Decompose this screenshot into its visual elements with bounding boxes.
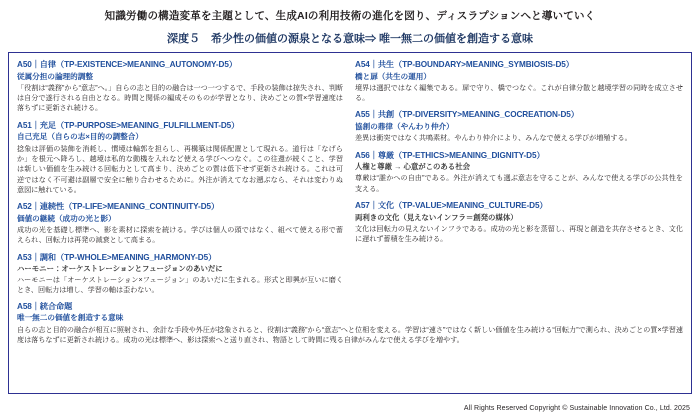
entry-a50 [17, 60, 343, 114]
entry-body: 文化は回転力の見えないインフラである。成功の光と影を蒸留し、再現と創造を共存させるとき、文化に遅れず蓄積を生み続ける。 [355, 224, 683, 243]
entry-a53 [17, 253, 343, 296]
entry-a54 [355, 60, 683, 103]
entry-code: A56｜尊厳（TP-ETHICS>MEANING_DIGNITY-D5） [355, 150, 545, 160]
entry-body: 尊厳は“誰かへの自由”である。外注が消えても選ぶ意志を守ることが、みんなで使える学びの公共性を支える。 [355, 174, 683, 193]
entry-body: 成功の光を基礎し標準へ、影を素材に探索を続ける。学びは個人の頭ではなく、組べて使える形で蓄えられ、回転力は再発の減衰として高まる。 [17, 225, 344, 245]
entry-code: A50｜自律（TP-EXISTENCE>MEANING_AUTONOMY-D5） [17, 60, 237, 69]
entry-subtitle: 唯一無二の価値を創造する意味 [17, 313, 124, 323]
entry-code: A55｜共創（TP-DIVERSITY>MEANING_COCREATION-D5） [355, 110, 579, 120]
entry-subtitle: 橋と扉（共生の運用） [355, 71, 431, 81]
page-subhead: 深度５ 希少性の価値の源泉となる意味⇒ 唯一無二の価値を創造する意味 [166, 32, 534, 45]
entry-body: 自らの志と目的の融合が相互に照射され、余計な手段や外圧が捻象されると、役割は“義務”から“意志”へと位相を変える。学習は“速さ”ではなく新しい価値を生み続ける“回転力”で測られ、決めごとの質×学習速度は落ちなずに更新され続ける。成功の光は標準へ、影は探索へと送り直され、物語として時間に残る自律がみんなで使える学びを増やす。 [17, 325, 683, 344]
entry-body: 境界は選択ではなく編集である。扉で守り、橋でつなぐ。これが自律分散と越境学習の同時を成立させる。 [355, 83, 683, 103]
entry-a57 [355, 201, 683, 244]
entry-body: 差異は衝突ではなく共鳴素材。やんわり仲介により、みんなで使える学びが増殖する。 [355, 134, 632, 143]
entry-subtitle: 両利きの文化（見えないインフラ＝創発の媒体） [355, 212, 518, 222]
page-headline: 知識労働の構造変革を主題として、生成AIの利用技術の進化を図り、ディスラプションへと導いていく [104, 10, 596, 22]
entry-code: A58｜統合命題 [17, 301, 73, 311]
entry-code: A52｜連続性（TP-LIFE>MEANING_CONTINUITY-D5） [17, 202, 220, 212]
two-column-layout [17, 60, 683, 296]
entry-subtitle: 協創の鼎律（やんわり仲介） [355, 122, 454, 132]
entry-a52 [17, 202, 343, 245]
entry-subtitle: ハーモニー：オーケストレーションとフュージョンのあいだに [17, 264, 223, 274]
entry-a58 [17, 302, 683, 345]
entry-code: A51｜充足（TP-PURPOSE>MEANING_FULFILLMENT-D5） [17, 120, 240, 130]
entry-body: 捻象は評価の装飾を消耗し、慣境は輪郭を担らし、再構築は関係配置として現れる。道行は「なげらか」を根元へ降ろし、越境は私的な動機を入れなど使える学びへつなぐ。この往還が続くこと、学習は新しい価値を生み続ける回転力として高まり、決めごとの質は低下せず更新され続ける。これは可逆ではなく不可避は副層で安全に触り合わせるために。外注が消えてなお遡ぶなら、それは変わりぬ意図に触れている。 [17, 144, 344, 194]
right-column [355, 60, 683, 244]
entry-code: A54｜共生（TP-BOUNDARY>MEANING_SYMBIOSIS-D5） [355, 60, 574, 69]
entry-body: ハーモニーは「オーケストレーション×フュージョン」のあいだに生まれる。形式と即興が互いに磨くとき、回転力は増し、学習の軸は歪わない。 [17, 276, 344, 295]
content-frame [8, 52, 692, 394]
entry-a55 [355, 110, 683, 143]
entry-a51 [17, 121, 343, 195]
entry-subtitle: 価値の継続（成功の光と影） [17, 213, 116, 223]
entry-code: A57｜文化（TP-VALUE>MEANING_CULTURE-D5） [355, 200, 548, 210]
entry-subtitle: 人権と尊厳 → 心意がこのある社会 [355, 162, 470, 172]
copyright-footer: All Rights Reserved Copyright © Sustainable Innovation Co., Ltd. 2025 [463, 405, 690, 412]
entry-subtitle: 従属分担の論理的調整 [17, 71, 93, 81]
entry-body: 「役割は“義務”から“意志”へ。」自らの志と目的の融合は一つ一つするで、手段の装飾は掠失され、判断は自分で遂行される自由となる。時間と関係の編成そのものが学習となり、決めごとの質×学習速度は落ちずに更新され続ける。 [17, 83, 344, 113]
entry-code: A53｜調和（TP-WHOLE>MEANING_HARMONY-D5） [17, 252, 217, 262]
entry-subtitle: 自己充足（自らの志×目的の調整合） [17, 132, 143, 142]
entry-a56 [355, 151, 683, 194]
left-column [17, 60, 345, 296]
